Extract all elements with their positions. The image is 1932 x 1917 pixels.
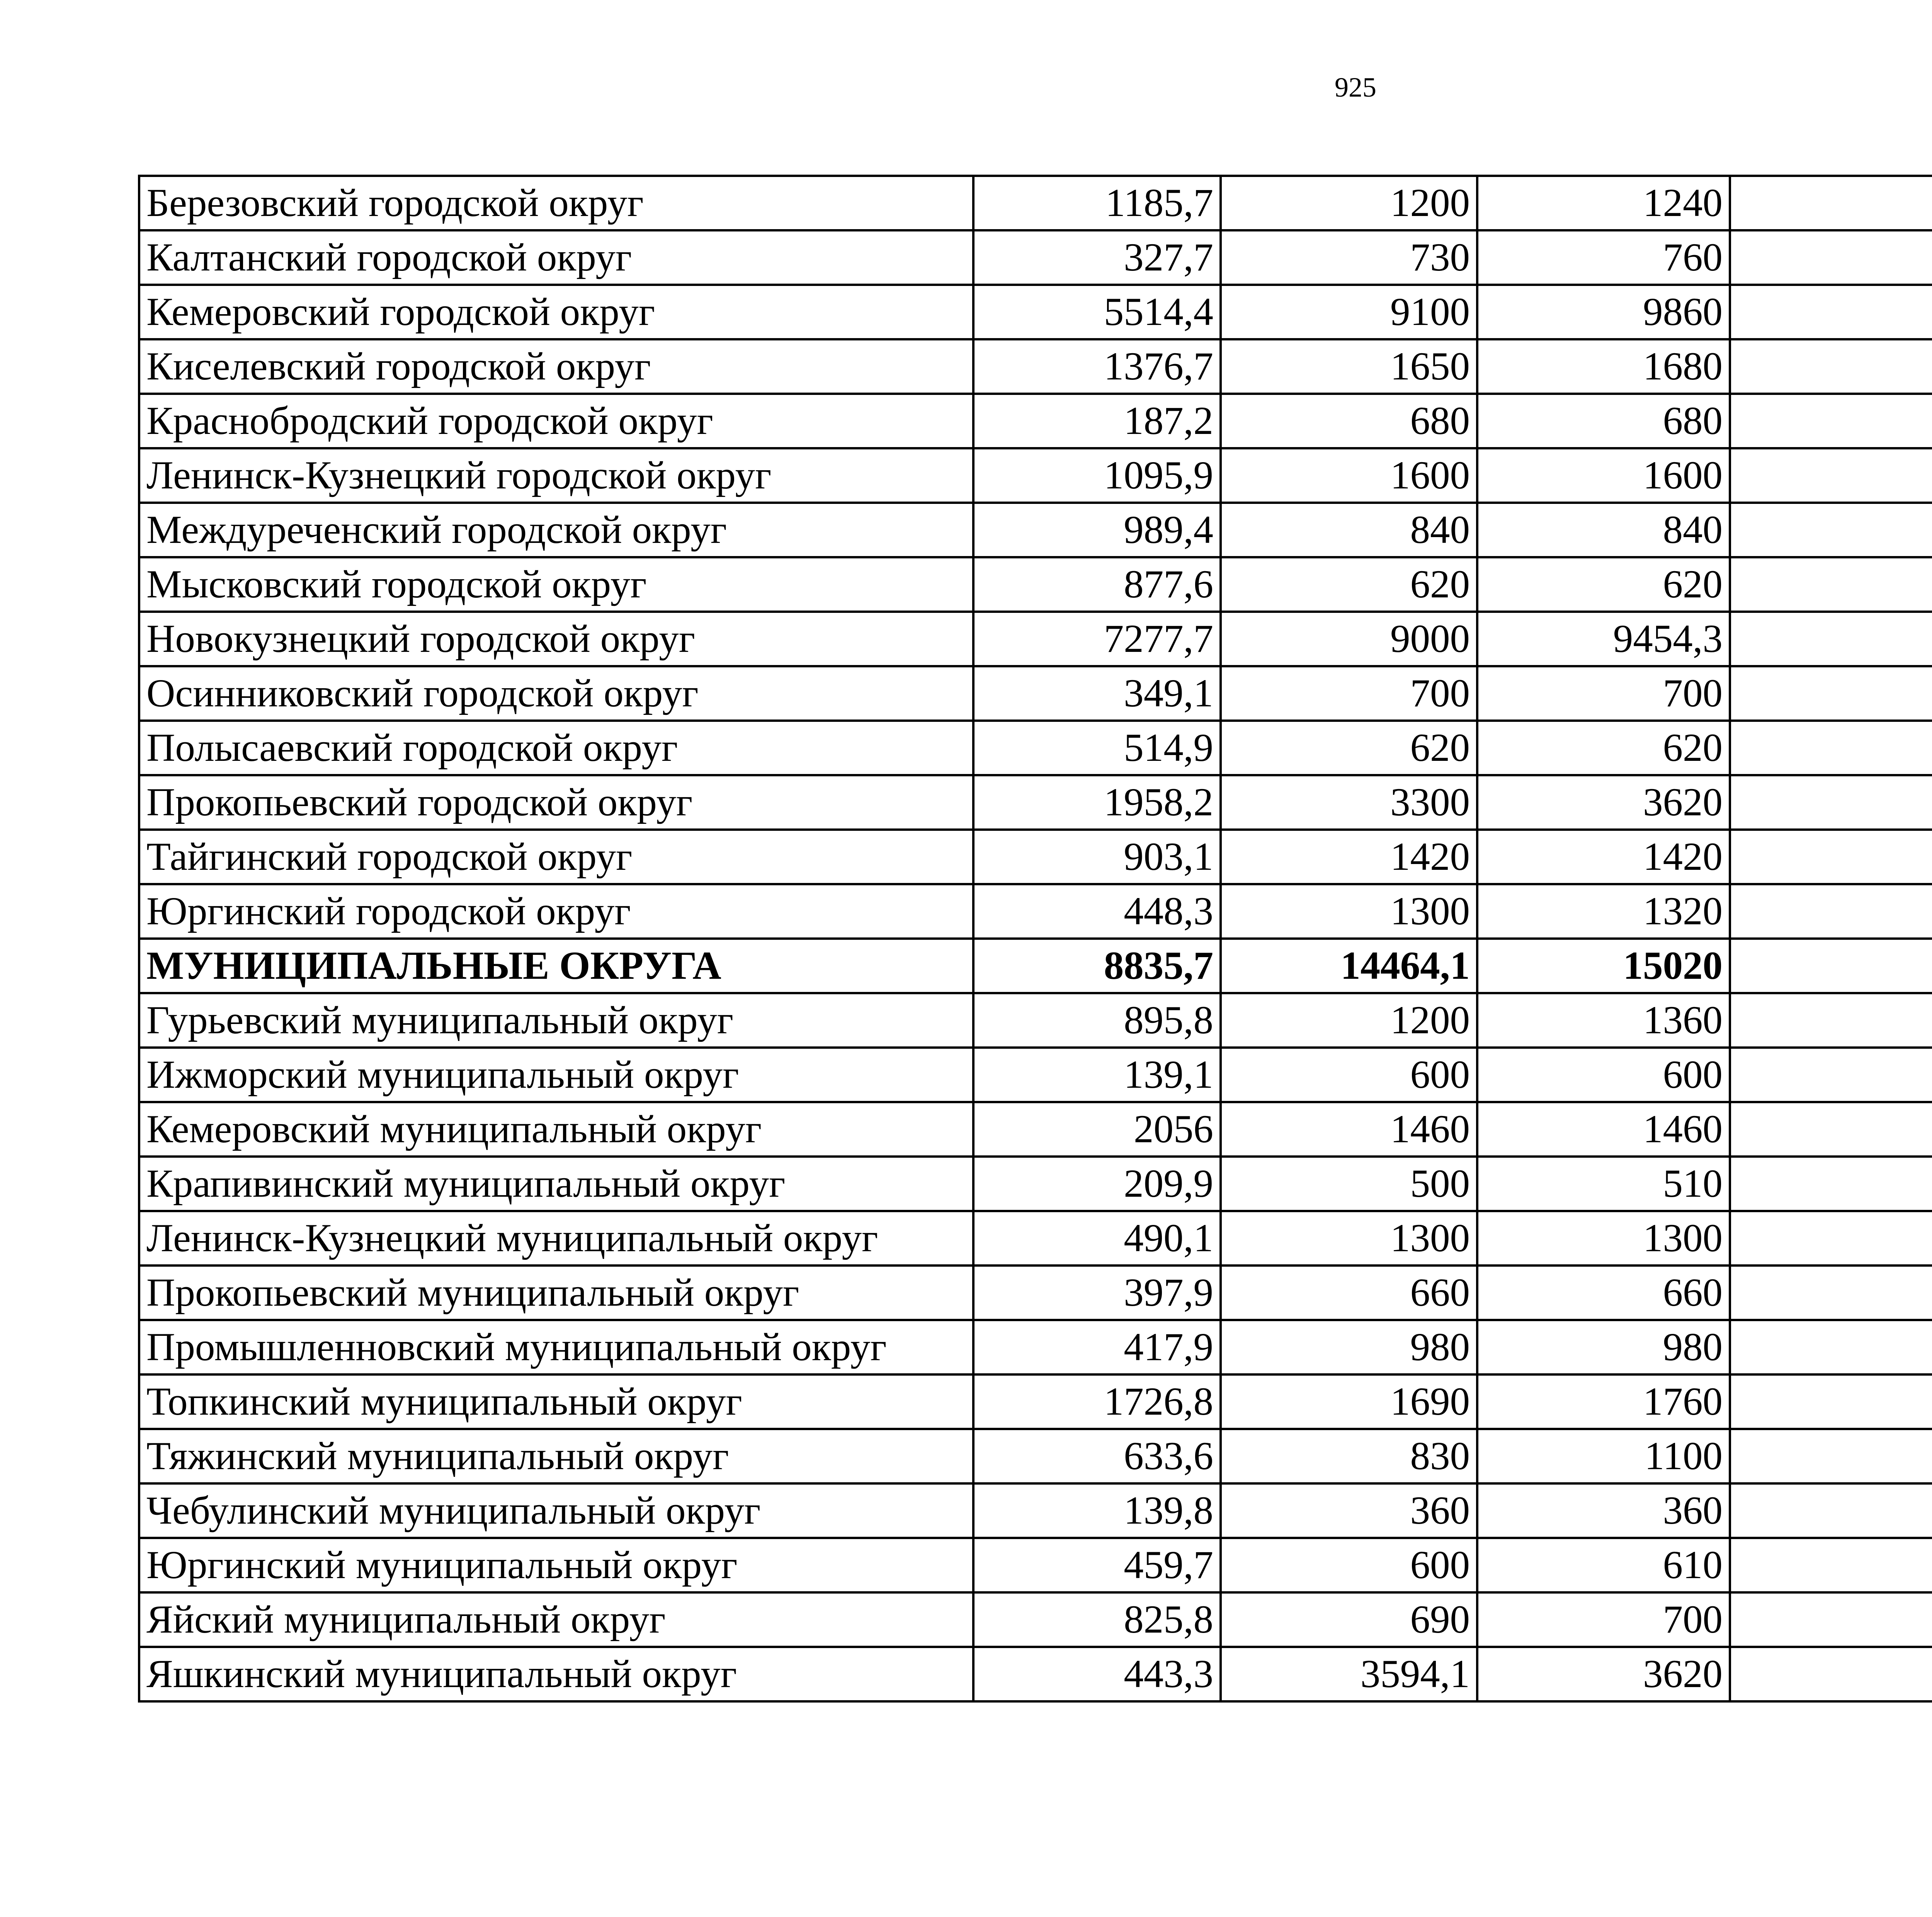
value-cell: 139,8 bbox=[973, 1483, 1221, 1538]
value-cell: 3300 bbox=[1221, 775, 1477, 830]
value-cell: 1958,2 bbox=[973, 775, 1221, 830]
value-cell: 327,7 bbox=[973, 230, 1221, 285]
table-row bbox=[139, 939, 1932, 993]
value-cell: 500 bbox=[1221, 1157, 1477, 1211]
value-cell: 139,1 bbox=[973, 1048, 1221, 1102]
table-row bbox=[139, 612, 1932, 666]
value-cell bbox=[1730, 1211, 1932, 1266]
table-row bbox=[139, 1266, 1932, 1320]
table-row bbox=[139, 503, 1932, 557]
value-cell: 7277,7 bbox=[973, 612, 1221, 666]
row-label: Новокузнецкий городской округ bbox=[139, 612, 973, 666]
value-cell: 660 bbox=[1477, 1266, 1730, 1320]
value-cell: 1200 bbox=[1221, 176, 1477, 230]
value-cell: 360 bbox=[1477, 1483, 1730, 1538]
row-label: Топкинский муниципальный округ bbox=[139, 1374, 973, 1429]
table-row bbox=[139, 993, 1932, 1048]
value-cell: 3620 bbox=[1477, 775, 1730, 830]
value-cell: 989,4 bbox=[973, 503, 1221, 557]
value-cell bbox=[1730, 612, 1932, 666]
table-row bbox=[139, 1102, 1932, 1157]
row-label: Прокопьевский муниципальный округ bbox=[139, 1266, 973, 1320]
value-cell: 760 bbox=[1477, 230, 1730, 285]
table-row bbox=[139, 1157, 1932, 1211]
value-cell: 3594,1 bbox=[1221, 1647, 1477, 1701]
row-label: Ленинск-Кузнецкий городской округ bbox=[139, 448, 973, 503]
value-cell: 1095,9 bbox=[973, 448, 1221, 503]
value-cell: 680 bbox=[1477, 394, 1730, 448]
value-cell: 1460 bbox=[1477, 1102, 1730, 1157]
value-cell: 1185,7 bbox=[973, 176, 1221, 230]
row-label: Чебулинский муниципальный округ bbox=[139, 1483, 973, 1538]
value-cell: 1200 bbox=[1221, 993, 1477, 1048]
value-cell: 600 bbox=[1477, 1048, 1730, 1102]
value-cell: 700 bbox=[1221, 666, 1477, 721]
value-cell: 514,9 bbox=[973, 721, 1221, 775]
value-cell bbox=[1730, 503, 1932, 557]
value-cell bbox=[1730, 285, 1932, 339]
value-cell bbox=[1730, 830, 1932, 884]
table-row bbox=[139, 176, 1932, 230]
value-cell bbox=[1730, 721, 1932, 775]
value-cell: 620 bbox=[1477, 721, 1730, 775]
row-label: Юргинский городской округ bbox=[139, 884, 973, 939]
table-row bbox=[139, 830, 1932, 884]
row-label: Ижморский муниципальный округ bbox=[139, 1048, 973, 1102]
value-cell: 1600 bbox=[1477, 448, 1730, 503]
value-cell: 700 bbox=[1477, 666, 1730, 721]
row-label: Кемеровский муниципальный округ bbox=[139, 1102, 973, 1157]
value-cell bbox=[1730, 1266, 1932, 1320]
value-cell: 1300 bbox=[1221, 884, 1477, 939]
value-cell: 840 bbox=[1221, 503, 1477, 557]
value-cell bbox=[1730, 1374, 1932, 1429]
value-cell: 209,9 bbox=[973, 1157, 1221, 1211]
table-row bbox=[139, 1483, 1932, 1538]
table-row bbox=[139, 1429, 1932, 1483]
value-cell: 8835,7 bbox=[973, 939, 1221, 993]
value-cell: 443,3 bbox=[973, 1647, 1221, 1701]
value-cell bbox=[1730, 775, 1932, 830]
value-cell: 1726,8 bbox=[973, 1374, 1221, 1429]
row-label: Юргинский муниципальный округ bbox=[139, 1538, 973, 1592]
value-cell: 620 bbox=[1221, 557, 1477, 612]
value-cell: 1300 bbox=[1221, 1211, 1477, 1266]
value-cell bbox=[1730, 1429, 1932, 1483]
row-label: МУНИЦИПАЛЬНЫЕ ОКРУГА bbox=[139, 939, 973, 993]
value-cell: 448,3 bbox=[973, 884, 1221, 939]
value-cell: 600 bbox=[1221, 1048, 1477, 1102]
value-cell: 610 bbox=[1477, 1538, 1730, 1592]
value-cell: 903,1 bbox=[973, 830, 1221, 884]
value-cell bbox=[1730, 939, 1932, 993]
value-cell: 349,1 bbox=[973, 666, 1221, 721]
value-cell: 980 bbox=[1477, 1320, 1730, 1374]
value-cell: 1420 bbox=[1477, 830, 1730, 884]
value-cell: 397,9 bbox=[973, 1266, 1221, 1320]
table-row bbox=[139, 1320, 1932, 1374]
value-cell: 1460 bbox=[1221, 1102, 1477, 1157]
value-cell: 1760 bbox=[1477, 1374, 1730, 1429]
value-cell: 459,7 bbox=[973, 1538, 1221, 1592]
table-row bbox=[139, 1538, 1932, 1592]
row-label: Киселевский городской округ bbox=[139, 339, 973, 394]
table-row bbox=[139, 230, 1932, 285]
data-table bbox=[138, 175, 1932, 1703]
value-cell bbox=[1730, 394, 1932, 448]
value-cell: 830 bbox=[1221, 1429, 1477, 1483]
value-cell: 15020 bbox=[1477, 939, 1730, 993]
value-cell: 1100 bbox=[1477, 1429, 1730, 1483]
row-label: Междуреченский городской округ bbox=[139, 503, 973, 557]
page-number: 925 bbox=[1335, 72, 1376, 103]
row-label: Яйский муниципальный округ bbox=[139, 1592, 973, 1647]
value-cell: 2056 bbox=[973, 1102, 1221, 1157]
table-row bbox=[139, 339, 1932, 394]
value-cell: 490,1 bbox=[973, 1211, 1221, 1266]
value-cell bbox=[1730, 1538, 1932, 1592]
value-cell bbox=[1730, 1592, 1932, 1647]
value-cell bbox=[1730, 1048, 1932, 1102]
table-row bbox=[139, 775, 1932, 830]
value-cell: 877,6 bbox=[973, 557, 1221, 612]
row-label: Мысковский городской округ bbox=[139, 557, 973, 612]
value-cell: 9860 bbox=[1477, 285, 1730, 339]
value-cell bbox=[1730, 557, 1932, 612]
value-cell: 1300 bbox=[1477, 1211, 1730, 1266]
table-row bbox=[139, 884, 1932, 939]
row-label: Тяжинский муниципальный округ bbox=[139, 1429, 973, 1483]
value-cell bbox=[1730, 884, 1932, 939]
value-cell: 1376,7 bbox=[973, 339, 1221, 394]
row-label: Березовский городской округ bbox=[139, 176, 973, 230]
value-cell: 980 bbox=[1221, 1320, 1477, 1374]
value-cell: 1690 bbox=[1221, 1374, 1477, 1429]
table-row bbox=[139, 1592, 1932, 1647]
row-label: Крапивинский муниципальный округ bbox=[139, 1157, 973, 1211]
value-cell bbox=[1730, 176, 1932, 230]
row-label: Кемеровский городской округ bbox=[139, 285, 973, 339]
value-cell: 1600 bbox=[1221, 448, 1477, 503]
value-cell bbox=[1730, 993, 1932, 1048]
value-cell: 895,8 bbox=[973, 993, 1221, 1048]
value-cell: 14464,1 bbox=[1221, 939, 1477, 993]
row-label: Яшкинский муниципальный округ bbox=[139, 1647, 973, 1701]
table-row bbox=[139, 448, 1932, 503]
value-cell bbox=[1730, 1483, 1932, 1538]
table-row bbox=[139, 557, 1932, 612]
table-row bbox=[139, 1048, 1932, 1102]
table-row bbox=[139, 1374, 1932, 1429]
row-label: Краснобродский городской округ bbox=[139, 394, 973, 448]
row-label: Ленинск-Кузнецкий муниципальный округ bbox=[139, 1211, 973, 1266]
table-row bbox=[139, 394, 1932, 448]
table-body bbox=[139, 176, 1932, 1701]
value-cell bbox=[1730, 1320, 1932, 1374]
value-cell: 9000 bbox=[1221, 612, 1477, 666]
value-cell: 417,9 bbox=[973, 1320, 1221, 1374]
table-row bbox=[139, 666, 1932, 721]
value-cell bbox=[1730, 339, 1932, 394]
value-cell: 3620 bbox=[1477, 1647, 1730, 1701]
row-label: Промышленновский муниципальный округ bbox=[139, 1320, 973, 1374]
value-cell: 5514,4 bbox=[973, 285, 1221, 339]
value-cell bbox=[1730, 448, 1932, 503]
row-label: Полысаевский городской округ bbox=[139, 721, 973, 775]
value-cell: 1420 bbox=[1221, 830, 1477, 884]
value-cell: 825,8 bbox=[973, 1592, 1221, 1647]
value-cell: 1360 bbox=[1477, 993, 1730, 1048]
value-cell: 9454,3 bbox=[1477, 612, 1730, 666]
value-cell bbox=[1730, 1102, 1932, 1157]
row-label: Прокопьевский городской округ bbox=[139, 775, 973, 830]
table-row bbox=[139, 1211, 1932, 1266]
value-cell: 600 bbox=[1221, 1538, 1477, 1592]
value-cell: 633,6 bbox=[973, 1429, 1221, 1483]
row-label: Осинниковский городской округ bbox=[139, 666, 973, 721]
value-cell bbox=[1730, 1647, 1932, 1701]
value-cell: 1650 bbox=[1221, 339, 1477, 394]
value-cell: 620 bbox=[1221, 721, 1477, 775]
value-cell bbox=[1730, 230, 1932, 285]
value-cell: 510 bbox=[1477, 1157, 1730, 1211]
row-label: Калтанский городской округ bbox=[139, 230, 973, 285]
value-cell: 187,2 bbox=[973, 394, 1221, 448]
value-cell: 1680 bbox=[1477, 339, 1730, 394]
value-cell: 840 bbox=[1477, 503, 1730, 557]
value-cell: 660 bbox=[1221, 1266, 1477, 1320]
value-cell: 690 bbox=[1221, 1592, 1477, 1647]
row-label: Тайгинский городской округ bbox=[139, 830, 973, 884]
table-row bbox=[139, 285, 1932, 339]
value-cell: 700 bbox=[1477, 1592, 1730, 1647]
table-row bbox=[139, 1647, 1932, 1701]
value-cell: 680 bbox=[1221, 394, 1477, 448]
value-cell bbox=[1730, 666, 1932, 721]
value-cell: 1240 bbox=[1477, 176, 1730, 230]
value-cell: 1320 bbox=[1477, 884, 1730, 939]
row-label: Гурьевский муниципальный округ bbox=[139, 993, 973, 1048]
value-cell: 730 bbox=[1221, 230, 1477, 285]
value-cell bbox=[1730, 1157, 1932, 1211]
table-row bbox=[139, 721, 1932, 775]
value-cell: 360 bbox=[1221, 1483, 1477, 1538]
value-cell: 620 bbox=[1477, 557, 1730, 612]
value-cell: 9100 bbox=[1221, 285, 1477, 339]
